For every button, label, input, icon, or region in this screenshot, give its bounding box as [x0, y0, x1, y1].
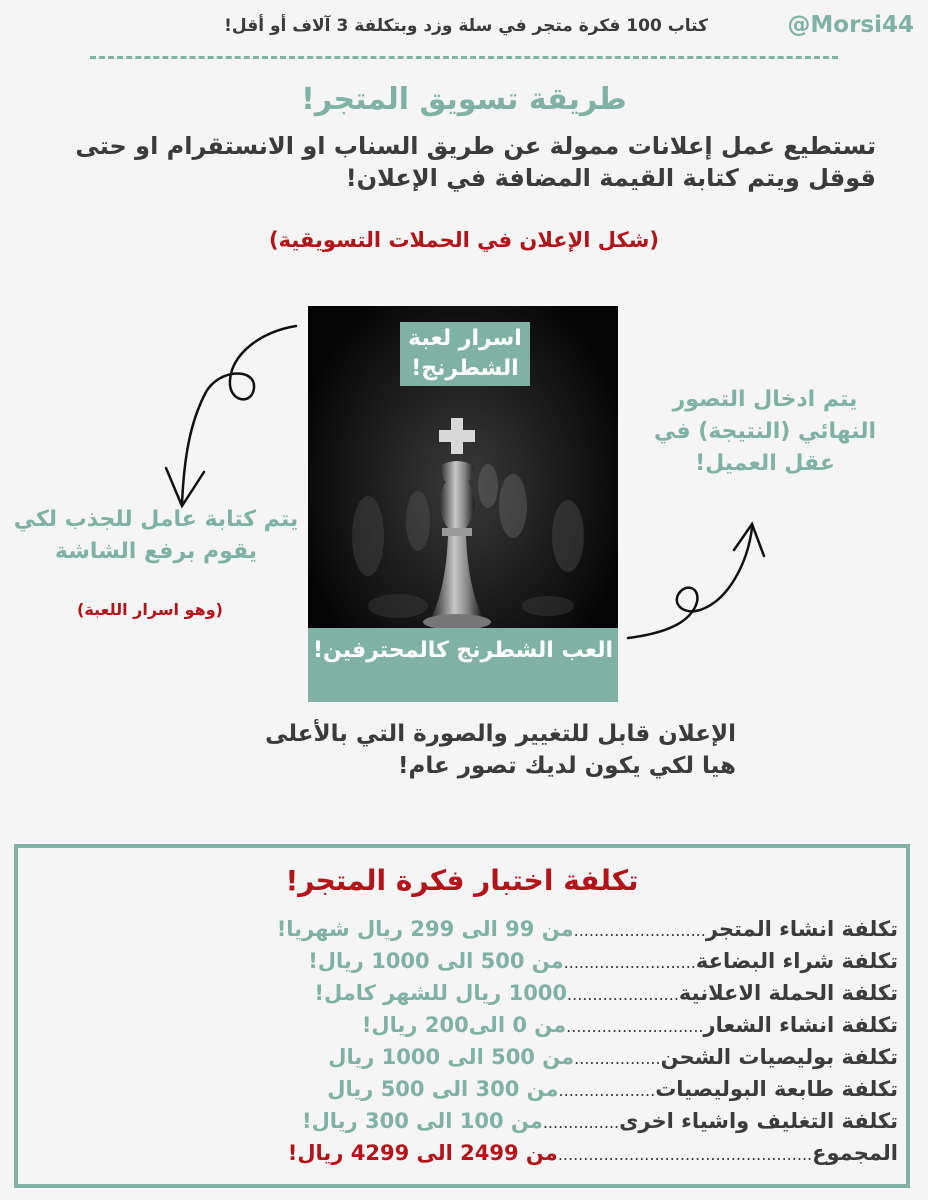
curved-arrow-right-icon — [620, 510, 780, 650]
right-annotation: يتم ادخال التصور النهائي (النتيجة) في عقل العميل! — [653, 387, 877, 476]
cost-row — [178, 978, 898, 1010]
left-annotation: يتم كتابة عامل للجذب لكي يقوم برفع الشاشة — [13, 507, 299, 564]
cost-label: تكلفة طابعة البوليصيات — [655, 1077, 898, 1101]
ad-example-image — [308, 306, 618, 702]
cost-row — [178, 914, 898, 946]
cost-label: تكلفة انشاء المتجر — [705, 917, 898, 941]
cost-dots: ................... — [558, 1081, 656, 1100]
cost-label: تكلفة الحملة الاعلانية — [678, 981, 898, 1005]
cost-dots: .................................................. — [557, 1145, 813, 1164]
dashed-divider — [90, 56, 838, 59]
cost-dots: ...................... — [567, 985, 679, 1004]
cost-dots: ................. — [574, 1049, 661, 1068]
cost-label: تكلفة شراء البضاعة — [695, 949, 898, 973]
cost-dots: ............... — [542, 1113, 620, 1132]
cost-box-title: تكلفة اختبار فكرة المتجر! — [285, 864, 639, 897]
cost-row — [178, 1106, 898, 1138]
cost-label: المجموع — [812, 1141, 898, 1165]
cost-total-row — [178, 1138, 898, 1170]
cost-value: 1000 ريال للشهر كامل! — [314, 981, 568, 1005]
cost-box — [14, 844, 910, 1188]
cost-label: تكلفة بوليصيات الشحن — [660, 1045, 898, 1069]
cost-label: تكلفة التغليف واشياء اخرى — [619, 1109, 898, 1133]
cost-dots: ........................... — [566, 1017, 704, 1036]
cost-value: من 99 الى 299 ريال شهريا! — [276, 917, 574, 941]
cost-label: تكلفة انشاء الشعار — [703, 1013, 898, 1037]
left-subannotation: (وهو اسرار اللعبة) — [77, 600, 223, 619]
author-handle: @Morsi44 — [787, 12, 914, 38]
cost-value: من 100 الى 300 ريال! — [302, 1109, 543, 1133]
cost-row — [178, 946, 898, 978]
cost-row — [178, 1042, 898, 1074]
ad-bottom-caption: العب الشطرنج كالمحترفين! — [308, 628, 618, 702]
cost-value: من 500 الى 1000 ريال — [328, 1045, 575, 1069]
cost-dots: .......................... — [573, 921, 706, 940]
cost-row — [178, 1010, 898, 1042]
section-title: طريقة تسويق المتجر! — [301, 82, 627, 117]
cost-row — [178, 1074, 898, 1106]
cost-value: من 300 الى 500 ريال — [327, 1077, 559, 1101]
ad-top-caption: اسرار لعبة الشطرنج! — [400, 322, 530, 386]
book-title: كتاب 100 فكرة متجر في سلة وزد وبتكلفة 3 آلاف أو أقل! — [224, 16, 708, 36]
cost-value: من 500 الى 1000 ريال! — [308, 949, 564, 973]
cost-dots: .......................... — [563, 953, 696, 972]
cost-list — [178, 914, 898, 1170]
cost-total-value: من 2499 الى 4299 ريال! — [287, 1141, 558, 1165]
ad-change-note: الإعلان قابل للتغيير والصورة التي بالأعلى هيا لكي يكون لديك تصور عام! — [265, 721, 736, 779]
cost-value: من 0 الى200 ريال! — [361, 1013, 567, 1037]
intro-text: تستطيع عمل إعلانات ممولة عن طريق السناب او الانستقرام او حتى قوقل ويتم كتابة القيمة المضافة في الإعلان! — [75, 132, 876, 192]
ad-format-heading: (شكل الإعلان في الحملات التسويقية) — [269, 228, 659, 252]
